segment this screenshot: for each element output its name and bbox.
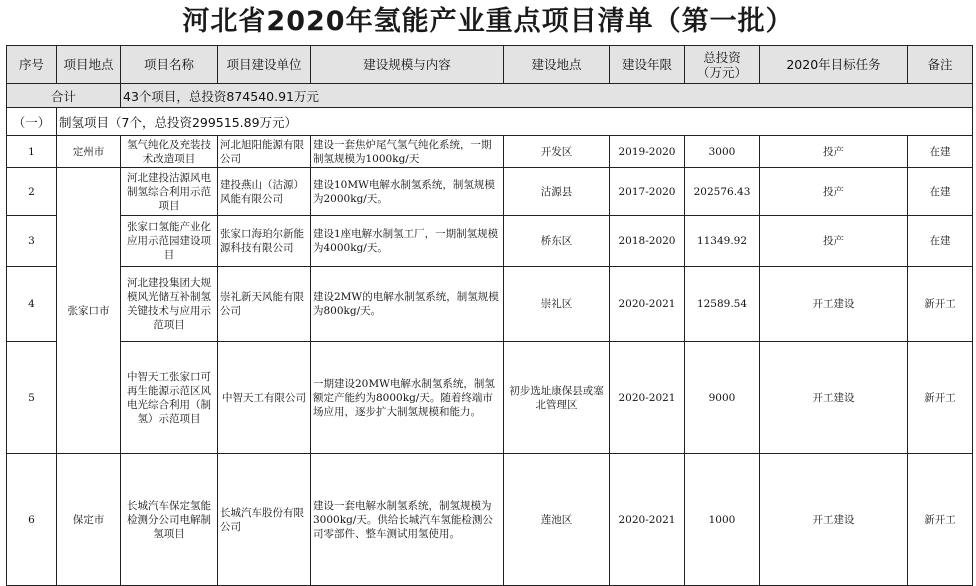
project-note: 在建	[908, 168, 973, 216]
row-number: 1	[7, 136, 57, 168]
header-cell: 建设年限	[610, 46, 685, 84]
project-name: 中智天工张家口可再生能源示范区风电光综合利用（制氢）示范项目	[121, 342, 218, 454]
project-target: 开工建设	[760, 342, 908, 454]
project-target: 投产	[760, 216, 908, 267]
project-investment: 202576.43	[685, 168, 760, 216]
project-site: 沽源县	[504, 168, 610, 216]
project-name: 长城汽车保定氢能检测分公司电解制氢项目	[121, 454, 218, 586]
table-row	[7, 216, 973, 267]
row-number: 3	[7, 216, 57, 267]
project-site: 开发区	[504, 136, 610, 168]
table-row	[7, 267, 973, 342]
total-label: 合计	[7, 84, 121, 108]
project-years: 2020-2021	[610, 267, 685, 342]
project-years: 2020-2021	[610, 454, 685, 586]
project-investment: 1000	[685, 454, 760, 586]
project-content: 建设10MW电解水制氢系统，制氢规模为2000kg/天。	[311, 168, 504, 216]
project-unit: 河北旭阳能源有限公司	[218, 136, 311, 168]
project-site: 初步选址康保县或塞北管理区	[504, 342, 610, 454]
header-cell: 建设地点	[504, 46, 610, 84]
table-row	[7, 136, 973, 168]
total-row	[7, 84, 973, 108]
header-cell: 建设规模与内容	[311, 46, 504, 84]
header-cell: 项目建设单位	[218, 46, 311, 84]
header-cell: 2020年目标任务	[760, 46, 908, 84]
project-content: 建设2MW的电解水制氢系统，制氢规模为800kg/天。	[311, 267, 504, 342]
project-location: 保定市	[57, 454, 121, 586]
project-target: 投产	[760, 168, 908, 216]
project-years: 2019-2020	[610, 136, 685, 168]
project-note: 新开工	[908, 454, 973, 586]
project-content: 一期建设20MW电解水制氢系统，制氢额定产能约为8000kg/天。随着终端市场应用，逐步扩大制氢规模和能力。	[311, 342, 504, 454]
project-note: 新开工	[908, 267, 973, 342]
project-investment: 3000	[685, 136, 760, 168]
project-name: 氢气纯化及充装技术改造项目	[121, 136, 218, 168]
project-years: 2017-2020	[610, 168, 685, 216]
project-investment: 12589.54	[685, 267, 760, 342]
project-content: 建设1座电解水制氢工厂，一期制氢规模为4000kg/天。	[311, 216, 504, 267]
project-site: 崇礼区	[504, 267, 610, 342]
project-unit: 张家口海珀尔新能源科技有限公司	[218, 216, 311, 267]
project-target: 投产	[760, 136, 908, 168]
table-row	[7, 342, 973, 454]
project-unit: 崇礼新天风能有限公司	[218, 267, 311, 342]
project-years: 2020-2021	[610, 342, 685, 454]
table-row	[7, 454, 973, 586]
project-unit: 长城汽车股份有限公司	[218, 454, 311, 586]
project-site: 桥东区	[504, 216, 610, 267]
project-name: 张家口氢能产业化应用示范园建设项目	[121, 216, 218, 267]
project-target: 开工建设	[760, 267, 908, 342]
project-investment: 11349.92	[685, 216, 760, 267]
project-investment: 9000	[685, 342, 760, 454]
project-note: 在建	[908, 136, 973, 168]
header-cell: 序号	[7, 46, 57, 84]
project-location: 定州市	[57, 136, 121, 168]
header-cell: 备注	[908, 46, 973, 84]
project-name: 河北建投集团大规模风光储互补制氢关键技术与应用示范项目	[121, 267, 218, 342]
project-content: 建设一套电解水制氢系统，制氢规模为3000kg/天。供给长城汽车氢能检测公司零部件、整车测试用氢使用。	[311, 454, 504, 586]
project-content: 建设一套焦炉尾气氢气纯化系统，一期制氢规模为1000kg/天	[311, 136, 504, 168]
project-target: 开工建设	[760, 454, 908, 586]
section-label: （一）	[7, 108, 57, 136]
row-number: 2	[7, 168, 57, 216]
header-row	[7, 46, 973, 84]
header-cell: 总投资 （万元）	[685, 46, 760, 84]
row-number: 4	[7, 267, 57, 342]
project-unit: 建投燕山（沽源）风能有限公司	[218, 168, 311, 216]
project-note: 新开工	[908, 342, 973, 454]
project-table	[6, 45, 973, 586]
total-text: 43个项目，总投资874540.91万元	[121, 84, 973, 108]
project-note: 在建	[908, 216, 973, 267]
row-number: 5	[7, 342, 57, 454]
header-cell: 项目地点	[57, 46, 121, 84]
project-name: 河北建投沽源风电制氢综合利用示范项目	[121, 168, 218, 216]
table-row	[7, 168, 973, 216]
document-title: 河北省2020年氢能产业重点项目清单（第一批）	[182, 6, 794, 37]
section-row	[7, 108, 973, 136]
project-site: 莲池区	[504, 454, 610, 586]
project-unit: 中智天工有限公司	[218, 342, 311, 454]
header-cell: 项目名称	[121, 46, 218, 84]
project-years: 2018-2020	[610, 216, 685, 267]
row-number: 6	[7, 454, 57, 586]
section-text: 制氢项目（7个，总投资299515.89万元）	[57, 108, 973, 136]
project-location: 张家口市	[57, 168, 121, 454]
